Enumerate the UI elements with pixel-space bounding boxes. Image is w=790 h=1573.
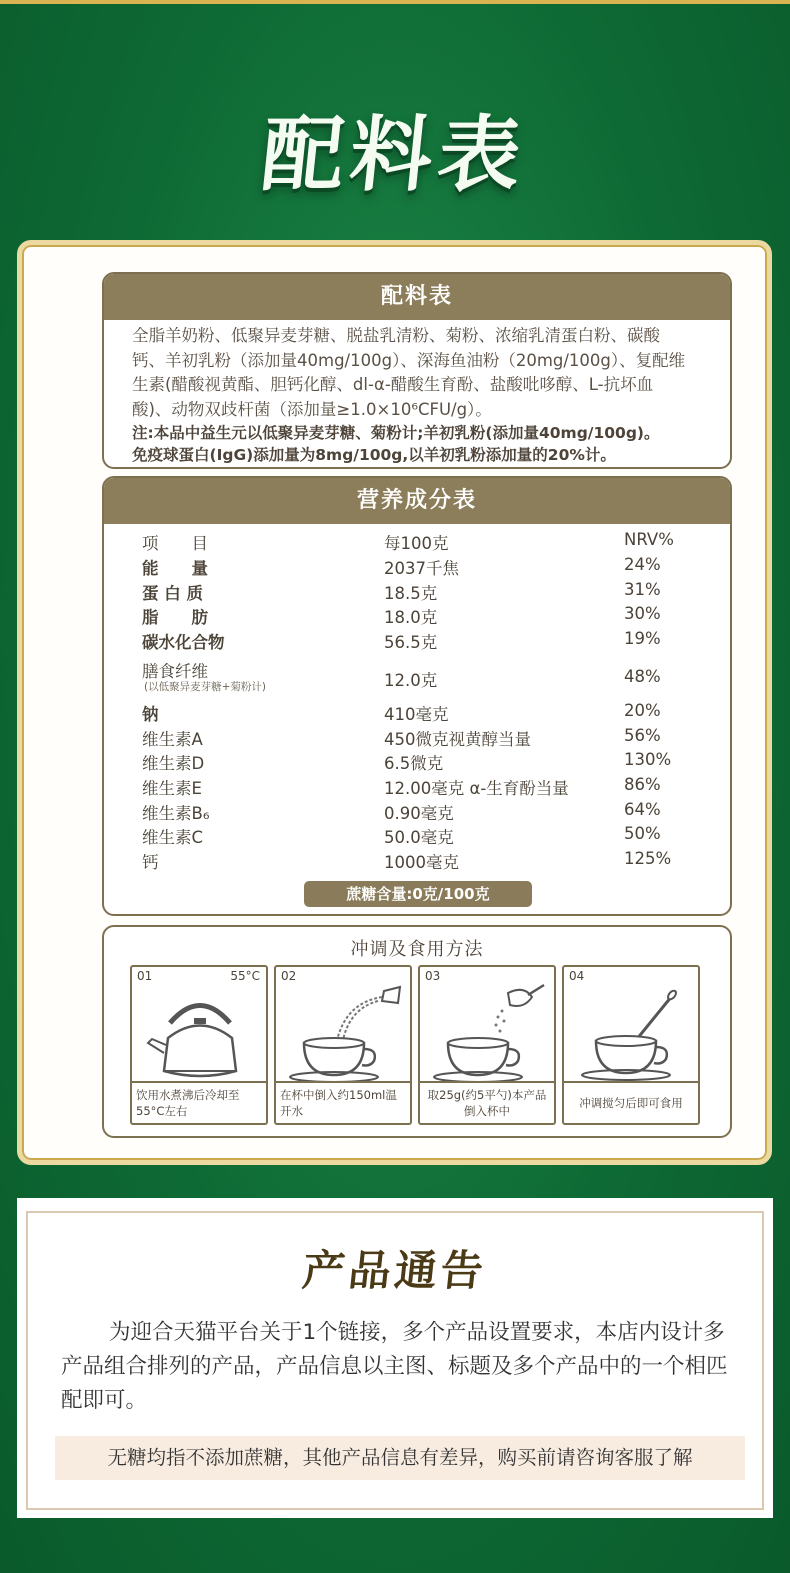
nutrition-row [104, 750, 732, 774]
step-3 [418, 965, 556, 1125]
nutrition-row [104, 800, 732, 824]
nutrient-name: 膳食纤维 [142, 662, 208, 681]
nutrition-header: 营养成分表 [104, 478, 730, 524]
nutrient-name: 维生素E [142, 779, 202, 798]
notice-title: 产品通告 [300, 1246, 490, 1295]
nutrient-value: 1000毫克 [384, 853, 459, 872]
nutrient-value: 50.0毫克 [384, 828, 454, 847]
step-caption: 在杯中倒入约150ml温开水 [276, 1081, 410, 1123]
scoop-powder-icon [428, 983, 548, 1083]
ingredients-line: 钙、羊初乳粉（添加量40mg/100g）、深海鱼油粉（20mg/100g）、复配维 [132, 350, 686, 370]
ingredients-text [104, 320, 730, 422]
ingredients-line: 酸)、动物双歧杆菌（添加量≥1.0×10⁶CFU/g）。 [132, 399, 492, 419]
preparation-panel [102, 925, 732, 1138]
nutrient-nrv: 30% [624, 604, 661, 623]
nutrition-row [104, 701, 732, 725]
nutrient-name: 维生素A [142, 730, 203, 749]
nutrient-name: 钠 [142, 705, 159, 724]
nutrition-row [104, 726, 732, 750]
nutrient-nrv: 56% [624, 726, 661, 745]
sugar-content-badge: 蔗糖含量:0克/100克 [304, 881, 532, 907]
nutrient-value: 12.00毫克 α-生育酚当量 [384, 779, 569, 798]
info-card [17, 240, 772, 1165]
column-item: 项 目 [142, 534, 208, 553]
nutrient-nrv: 31% [624, 580, 661, 599]
nutrient-value: 0.90毫克 [384, 804, 454, 823]
nutrient-name: 碳水化合物 [142, 633, 225, 652]
nutrient-nrv: 24% [624, 555, 661, 574]
top-gold-line [0, 0, 790, 4]
step-2 [274, 965, 412, 1125]
ingredients-note: 注:本品中益生元以低聚异麦芽糖、菊粉计;羊初乳粉(添加量40mg/100g)。 [132, 424, 660, 442]
notice-body: 为迎合天猫平台关于1个链接，多个产品设置要求，本店内设计多产品组合排列的产品，产品信息以主图、标题及多个产品中的一个相匹配即可。 [61, 1320, 728, 1413]
step-number: 02 [281, 969, 297, 983]
product-notice [17, 1198, 773, 1518]
nutrient-name: 维生素B₆ [142, 804, 210, 823]
nutrient-name: 维生素C [142, 828, 204, 847]
ingredients-note: 免疫球蛋白(IgG)添加量为8mg/100g,以羊初乳粉添加量的20%计。 [132, 446, 616, 464]
nutrient-nrv: 86% [624, 775, 661, 794]
nutrient-value: 450微克视黄醇当量 [384, 730, 531, 749]
step-1 [130, 965, 268, 1125]
nutrient-nrv: 48% [624, 667, 661, 686]
nutrition-panel [102, 476, 732, 916]
nutrient-value: 12.0克 [384, 671, 438, 690]
stir-cup-icon [572, 983, 692, 1083]
kettle-icon [140, 983, 260, 1083]
pour-water-icon [284, 983, 404, 1083]
nutrition-row [104, 658, 732, 693]
ingredients-header: 配料表 [104, 274, 730, 320]
ingredients-panel [102, 272, 732, 469]
nutrition-row [104, 824, 732, 848]
step-caption: 冲调搅匀后即可食用 [564, 1081, 698, 1123]
nutrition-row [104, 604, 732, 628]
nutrient-nrv: 20% [624, 701, 661, 720]
nutrient-name: 脂 肪 [142, 608, 208, 627]
notice-footer: 无糖均指不添加蔗糖，其他产品信息有差异，购买前请咨询客服了解 [55, 1436, 745, 1480]
preparation-title: 冲调及食用方法 [350, 939, 484, 960]
nutrient-nrv: 125% [624, 849, 672, 868]
nutrition-column-headers [104, 530, 732, 554]
step-number: 04 [569, 969, 585, 983]
ingredients-notes [104, 422, 730, 469]
nutrient-name: 维生素D [142, 754, 205, 773]
nutrient-value: 18.5克 [384, 584, 438, 603]
nutrition-row [104, 775, 732, 799]
nutrient-value: 410毫克 [384, 705, 449, 724]
nutrient-name: 钙 [142, 853, 159, 872]
nutrition-row [104, 849, 732, 873]
step-caption: 取25g(约5平勺)本产品倒入杯中 [420, 1081, 554, 1123]
step-caption: 饮用水煮沸后冷却至55°C左右 [132, 1081, 266, 1123]
step-temperature: 55°C [230, 969, 260, 983]
nutrient-name: 能 量 [142, 559, 208, 578]
nutrient-nrv: 19% [624, 629, 661, 648]
nutrition-row [104, 629, 732, 653]
nutrient-nrv: 130% [624, 750, 672, 769]
nutrient-value: 56.5克 [384, 633, 438, 652]
column-nrv: NRV% [624, 530, 674, 549]
nutrient-nrv: 50% [624, 824, 661, 843]
step-number: 01 [137, 969, 153, 983]
nutrient-subnote: (以低聚异麦芽糖+菊粉计) [144, 681, 266, 693]
bottom-green-strip [0, 1518, 790, 1573]
hero-title: 配料表 [257, 108, 532, 203]
step-number: 03 [425, 969, 441, 983]
ingredients-line: 生素(醋酸视黄酯、胆钙化醇、dl-α-醋酸生育酚、盐酸吡哆醇、L-抗坏血 [132, 375, 654, 394]
step-4 [562, 965, 700, 1125]
nutrient-nrv: 64% [624, 800, 661, 819]
ingredients-line: 全脂羊奶粉、低聚异麦芽糖、脱盐乳清粉、菊粉、浓缩乳清蛋白粉、碳酸 [132, 326, 660, 345]
nutrition-row [104, 555, 732, 579]
nutrient-name: 蛋 白 质 [142, 584, 203, 603]
nutrient-value: 2037千焦 [384, 559, 459, 578]
nutrient-value: 18.0克 [384, 608, 438, 627]
nutrient-value: 6.5微克 [384, 754, 444, 773]
column-per-100g: 每100克 [384, 534, 449, 553]
nutrition-row [104, 580, 732, 604]
